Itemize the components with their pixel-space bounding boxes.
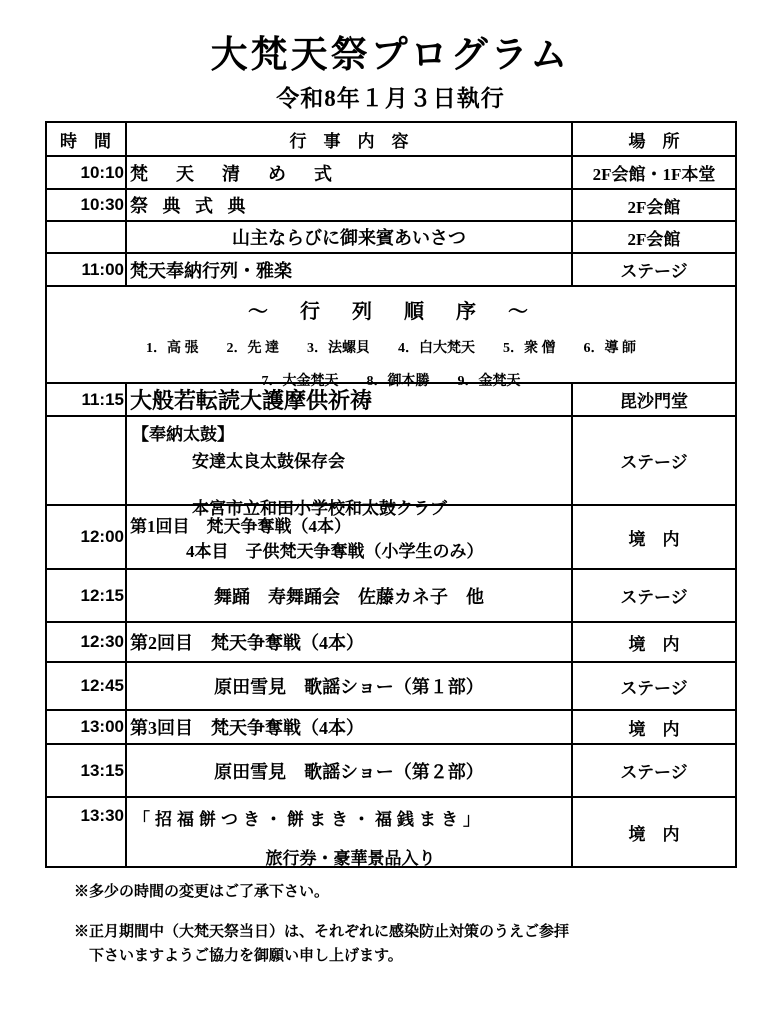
procession-line-2: 7．大金梵天 8．御本勝 9．金梵天 — [261, 374, 521, 389]
place-cell: 2F会館・1F本堂 — [592, 165, 716, 184]
header-event: 行 事 内 容 — [127, 123, 573, 155]
schedule-row — [47, 568, 735, 621]
schedule-table — [45, 121, 737, 868]
event-cell — [127, 798, 573, 866]
schedule-row — [47, 415, 735, 518]
schedule-row — [47, 220, 735, 252]
time-cell — [47, 222, 127, 252]
procession-order-block — [47, 285, 735, 389]
event-cell: 山主ならびに御来賓あいさつ — [127, 222, 573, 252]
event-line: 旅行券・豪華景品入り — [265, 849, 436, 868]
event-cell — [127, 417, 573, 518]
program-page — [0, 24, 781, 1033]
time-cell: 13:30 — [47, 798, 127, 866]
event-cell: 大般若転読大護摩供祈祷 — [127, 384, 573, 415]
event-line: 安達太良太鼓保存会 — [192, 452, 345, 471]
schedule-row — [47, 709, 735, 743]
place-cell: 境 内 — [628, 634, 680, 654]
time-cell: 13:15 — [47, 745, 127, 796]
place-cell: ステージ — [620, 763, 688, 782]
event-line: 4本目 子供梵天争奪戦（小学生のみ） — [186, 542, 484, 561]
event-line: 本宮市立和田小学校和太鼓クラブ — [192, 499, 447, 518]
time-cell: 12:15 — [47, 570, 127, 621]
procession-line-1: 1．高 張 2．先 達 3．法螺貝 4．白大梵天 5．衆 僧 6．導 師 — [146, 341, 636, 356]
event-line: 第1回目 梵天争奪戦（4本） — [130, 517, 351, 536]
place-cell: 境 内 — [628, 529, 680, 549]
time-cell: 12:45 — [47, 663, 127, 709]
time-cell: 11:00 — [47, 254, 127, 285]
footnote-2-line-1: ※正月期間中（大梵天祭当日）は、それぞれに感染防止対策のうえご参拝 — [74, 924, 570, 941]
event-cell: 原田雪見 歌謡ショー（第２部） — [127, 745, 573, 796]
schedule-row — [47, 155, 735, 188]
footnote-2-line-2: 下さいますようご協力を御願い申し上げます。 — [74, 947, 403, 964]
schedule-row — [47, 382, 735, 415]
event-line: 【奉納太鼓】 — [132, 425, 234, 444]
schedule-row — [47, 796, 735, 866]
event-cell: 祭 典 式 典 — [127, 190, 573, 220]
time-cell — [47, 417, 127, 504]
event-cell — [127, 506, 573, 568]
place-cell: ステージ — [620, 678, 688, 698]
place-cell: ステージ — [620, 453, 688, 472]
place-cell: ステージ — [620, 262, 688, 281]
header-time: 時 間 — [47, 123, 127, 155]
time-cell: 12:00 — [47, 506, 127, 568]
place-cell: 境 内 — [628, 719, 680, 739]
place-cell: 境 内 — [628, 824, 680, 844]
header-place: 場 所 — [628, 131, 680, 151]
schedule-row — [47, 661, 735, 709]
page-subtitle: 令和8年１月３日執行 — [276, 86, 505, 111]
place-cell: ステージ — [620, 588, 688, 607]
event-cell: 原田雪見 歌謡ショー（第１部） — [127, 663, 573, 709]
event-cell: 第2回目 梵天争奪戦（4本） — [127, 623, 573, 661]
event-cell: 舞踊 寿舞踊会 佐藤カネ子 他 — [127, 570, 573, 621]
event-line: 「招福餅つき・餅まき・福銭まき」 — [133, 810, 485, 829]
place-cell: 2F会館 — [627, 197, 681, 217]
event-cell: 梵 天 清 め 式 — [127, 157, 573, 188]
footnote-1: ※多少の時間の変更はご了承下さい。 — [74, 884, 330, 900]
event-cell: 梵天奉納行列・雅楽 — [127, 254, 573, 285]
schedule-row — [47, 743, 735, 796]
event-cell: 第3回目 梵天争奪戦（4本） — [127, 711, 573, 743]
place-cell: 毘沙門堂 — [620, 392, 688, 411]
schedule-row — [47, 621, 735, 661]
page-title: 大梵天祭プログラム — [210, 35, 571, 76]
table-header-row — [47, 123, 735, 155]
schedule-row — [47, 188, 735, 220]
procession-title: ～ 行 列 順 序 ～ — [248, 301, 534, 323]
time-cell: 10:10 — [47, 157, 127, 188]
time-cell: 11:15 — [47, 384, 127, 415]
schedule-row — [47, 504, 735, 568]
schedule-row — [47, 252, 735, 285]
footnotes — [74, 881, 781, 968]
time-cell: 12:30 — [47, 623, 127, 661]
place-cell: 2F会館 — [627, 229, 681, 249]
time-cell: 13:00 — [47, 711, 127, 743]
time-cell: 10:30 — [47, 190, 127, 220]
